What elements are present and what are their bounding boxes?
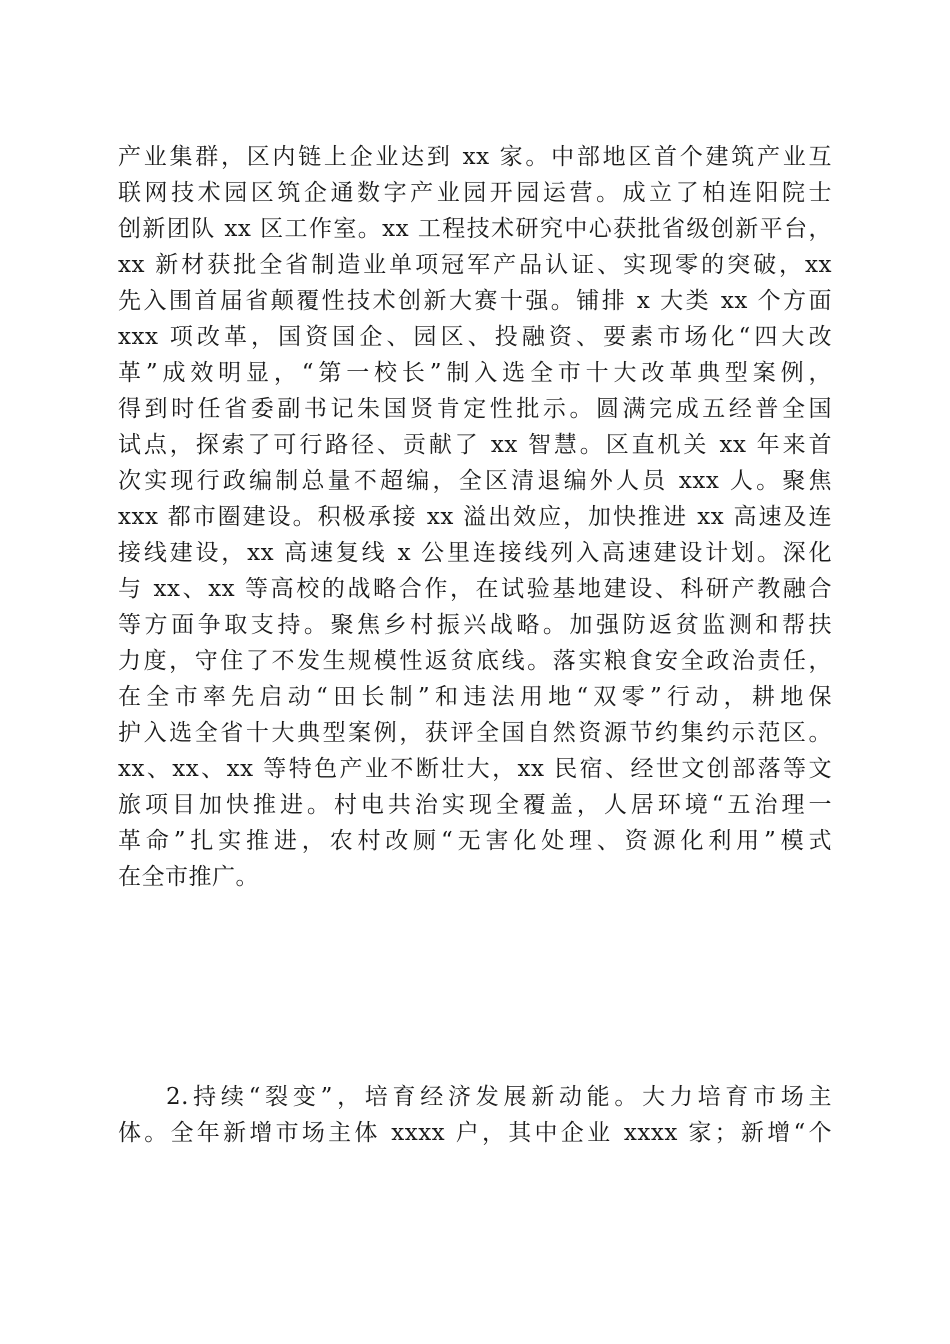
- text-line: xx、xx、xx 等特色产业不断壮大，xx 民宿、经世文创部落等文: [118, 756, 832, 782]
- text-line: 力度，守住了不发生规模性返贫底线。落实粮食安全政治责任，: [118, 648, 832, 674]
- text-line: 得到时任省委副书记朱国贤肯定性批示。圆满完成五经普全国: [118, 396, 832, 422]
- text-line: 2.持续“裂变”，培育经济发展新动能。大力培育市场主: [166, 1084, 832, 1110]
- text-line: 产业集群，区内链上企业达到 xx 家。中部地区首个建筑产业互: [118, 144, 832, 170]
- text-line: xxx 都市圈建设。积极承接 xx 溢出效应，加快推进 xx 高速及连: [118, 504, 832, 530]
- text-line: 等方面争取支持。聚焦乡村振兴战略。加强防返贫监测和帮扶: [118, 612, 832, 638]
- text-line: 在全市推广。: [118, 864, 259, 890]
- text-line: 旅项目加快推进。村电共治实现全覆盖，人居环境“五治理一: [118, 792, 832, 818]
- text-line: 革命”扎实推进，农村改厕“无害化处理、资源化利用”模式: [118, 828, 832, 854]
- text-line: 先入围首届省颠覆性技术创新大赛十强。铺排 x 大类 xx 个方面: [118, 288, 832, 314]
- text-line: 在全市率先启动“田长制”和违法用地“双零”行动，耕地保: [118, 684, 832, 710]
- text-line: 次实现行政编制总量不超编，全区清退编外人员 xxx 人。聚焦: [118, 468, 832, 494]
- text-line: 体。全年新增市场主体 xxxx 户，其中企业 xxxx 家；新增“个: [118, 1120, 832, 1146]
- text-line: 护入选全省十大典型案例，获评全国自然资源节约集约示范区。: [118, 720, 832, 746]
- text-line: 试点，探索了可行路径、贡献了 xx 智慧。区直机关 xx 年来首: [118, 432, 832, 458]
- text-line: 联网技术园区筑企通数字产业园开园运营。成立了柏连阳院士: [118, 180, 832, 206]
- text-line: 创新团队 xx 区工作室。xx 工程技术研究中心获批省级创新平台，: [118, 216, 832, 242]
- text-line: 革”成效明显，“第一校长”制入选全市十大改革典型案例，: [118, 360, 832, 386]
- text-line: 接线建设，xx 高速复线 x 公里连接线列入高速建设计划。深化: [118, 540, 832, 566]
- text-line: 与 xx、xx 等高校的战略合作，在试验基地建设、科研产教融合: [118, 576, 832, 602]
- text-line: xx 新材获批全省制造业单项冠军产品认证、实现零的突破，xx: [118, 252, 832, 278]
- text-line: xxx 项改革，国资国企、园区、投融资、要素市场化“四大改: [118, 324, 832, 350]
